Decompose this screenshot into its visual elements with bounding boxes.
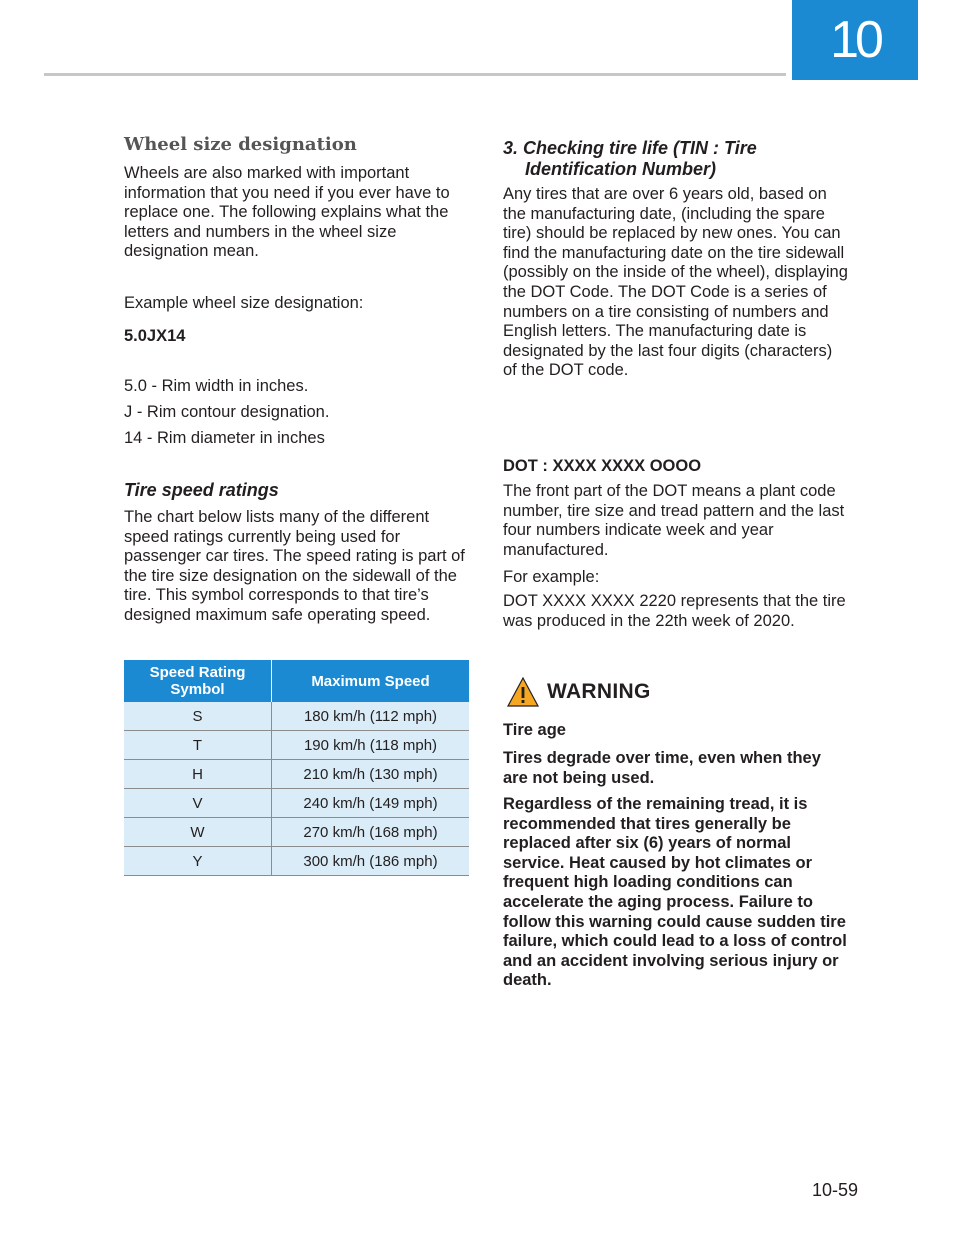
tin-paragraph: Any tires that are over 6 years old, based on the manufacturing date, (including the spare tire) should be replaced by new ones. You can find the manufacturing date on the tire sidewall (possibly on the inside of the wheel), displaying the DOT Code. The DOT Code is a series of numbers on a tire consisting of numbers and English letters. The manufacturing date is designated by the last four digits (characters) of the DOT code. <box>503 185 848 380</box>
warning-subtitle: Tire age <box>503 721 566 739</box>
definition-rim-width: 5.0 - Rim width in inches. <box>124 377 309 395</box>
table-row <box>124 847 469 876</box>
table-cell-speed: 240 km/h (149 mph) <box>272 789 470 818</box>
table-header-speed: Maximum Speed <box>272 660 470 702</box>
example-label: Example wheel size designation: <box>124 294 364 312</box>
table-header-symbol: Speed Rating Symbol <box>124 660 272 702</box>
example-value: 5.0JX14 <box>124 327 186 345</box>
chapter-tab: 10 <box>792 0 918 80</box>
table-row <box>124 818 469 847</box>
wheel-size-heading: Wheel size designation <box>124 134 357 155</box>
table-cell-speed: 190 km/h (118 mph) <box>272 731 470 760</box>
dot-explanation: The front part of the DOT means a plant code number, tire size and tread pattern and the last four numbers indicate week and year manufactured. <box>503 482 845 559</box>
top-divider <box>44 73 786 76</box>
table-cell-symbol: V <box>124 789 272 818</box>
table-row <box>124 702 469 731</box>
warning-line-1: Tires degrade over time, even when they are not being used. <box>503 749 821 787</box>
for-example-text: DOT XXXX XXXX 2220 represents that the tire was produced in the 22th week of 2020. <box>503 592 846 630</box>
table-row <box>124 789 469 818</box>
warning-header <box>507 677 651 707</box>
table-cell-symbol: Y <box>124 847 272 876</box>
dot-code-example: DOT : XXXX XXXX OOOO <box>503 457 702 475</box>
for-example-label: For example: <box>503 568 600 586</box>
tin-heading: 3. Checking tire life (TIN : Tire Identification Number) <box>503 138 757 179</box>
warning-line-2: Regardless of the remaining tread, it is recommended that tires generally be replaced after six (6) years of normal service. Heat caused by hot climates or frequent high loading conditions can accelerate the aging process. Failure to follow this warning could cause sudden tire failure, which could lead to a loss of control and an accident involving serious injury or death. <box>503 795 847 990</box>
warning-title: WARNING <box>547 680 651 703</box>
table-cell-symbol: T <box>124 731 272 760</box>
table-cell-speed: 300 km/h (186 mph) <box>272 847 470 876</box>
table-row <box>124 731 469 760</box>
definition-rim-contour: J - Rim contour designation. <box>124 403 330 421</box>
table-cell-speed: 270 km/h (168 mph) <box>272 818 470 847</box>
speed-ratings-intro: The chart below lists many of the different speed ratings currently being used for passenger car tires. The speed rating is part of the tire size designation on the sidewall of the tire. This symbol corresponds to that tire’s designed maximum safe operating speed. <box>124 508 465 624</box>
table-cell-speed: 210 km/h (130 mph) <box>272 760 470 789</box>
speed-rating-table <box>124 660 469 876</box>
wheel-size-intro: Wheels are also marked with important information that you need if you ever have to replace one. The following explains what the letters and numbers in the wheel size designation mean. <box>124 164 450 261</box>
table-cell-speed: 180 km/h (112 mph) <box>272 702 470 731</box>
table-cell-symbol: H <box>124 760 272 789</box>
table-row <box>124 760 469 789</box>
speed-ratings-heading: Tire speed ratings <box>124 480 279 500</box>
warning-triangle-icon <box>507 677 539 707</box>
table-cell-symbol: S <box>124 702 272 731</box>
definition-rim-diameter: 14 - Rim diameter in inches <box>124 429 325 447</box>
page-number: 10-59 <box>812 1180 859 1200</box>
table-cell-symbol: W <box>124 818 272 847</box>
